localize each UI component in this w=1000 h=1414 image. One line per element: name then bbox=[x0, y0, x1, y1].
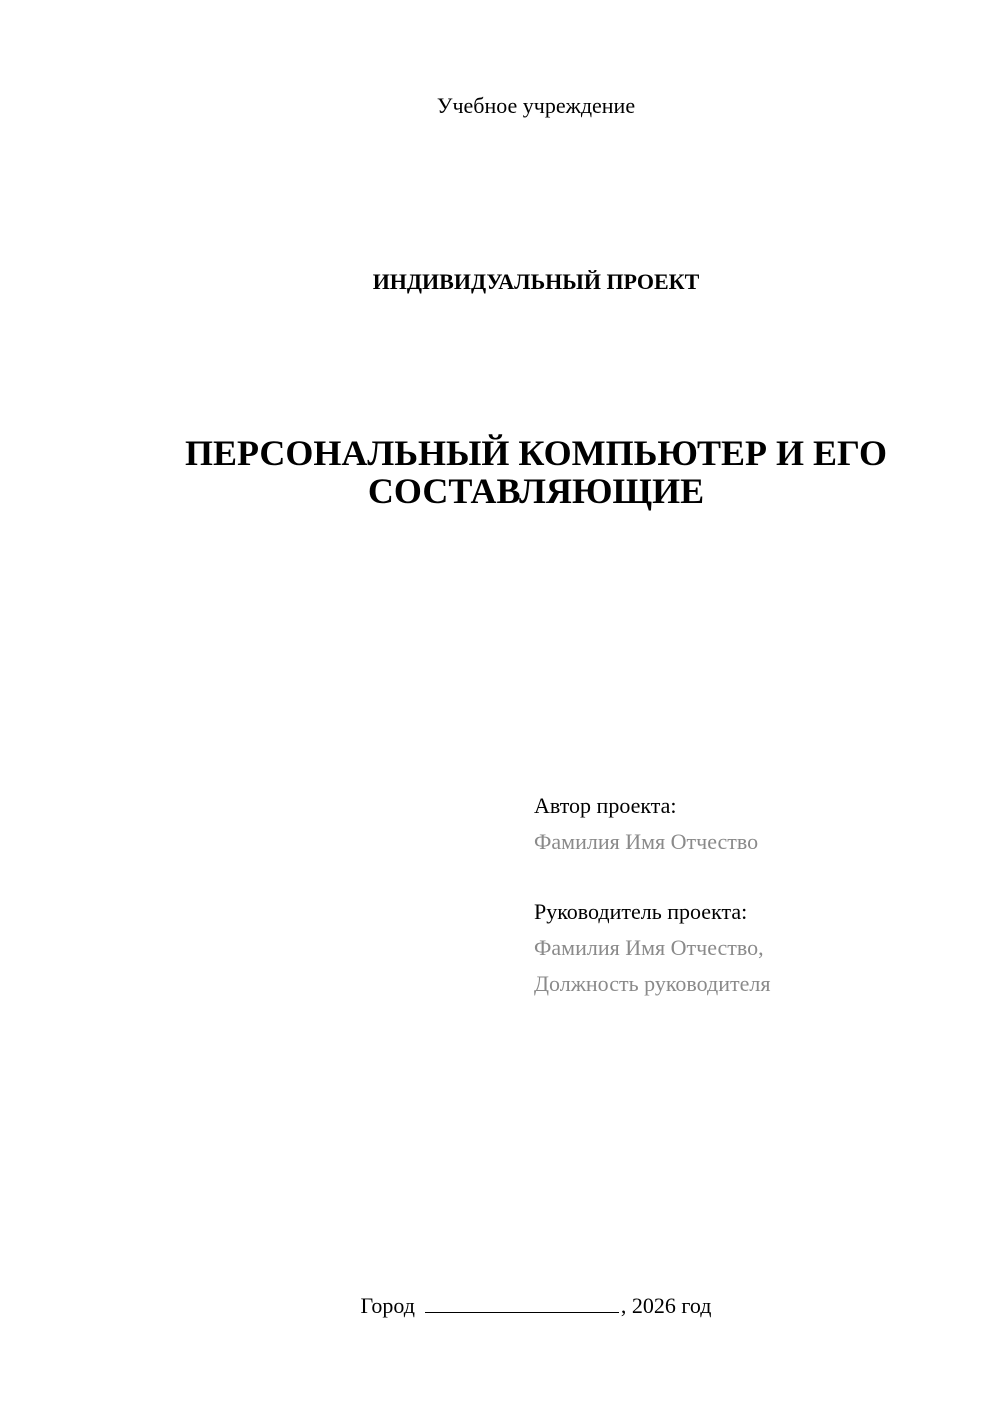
project-title-line-2: СОСТАВЛЯЮЩИЕ bbox=[367, 471, 705, 511]
city-label: Город bbox=[360, 1293, 415, 1318]
project-title bbox=[100, 434, 972, 510]
author-name: Фамилия Имя Отчество bbox=[534, 829, 759, 854]
author-label: Автор проекта: bbox=[534, 793, 677, 818]
footer-city-year bbox=[0, 1290, 1000, 1321]
city-blank-line bbox=[425, 1290, 619, 1313]
year-text: , 2026 год bbox=[620, 1293, 712, 1318]
supervisor-label: Руководитель проекта: bbox=[534, 899, 748, 924]
project-info-block bbox=[534, 788, 974, 1002]
project-type-heading: ИНДИВИДУАЛЬНЫЙ ПРОЕКТ bbox=[372, 269, 700, 294]
supervisor-name: Фамилия Имя Отчество, bbox=[534, 935, 764, 960]
institution-name: Учебное учреждение bbox=[436, 93, 636, 118]
supervisor-position: Должность руководителя bbox=[534, 971, 771, 996]
info-spacer bbox=[534, 860, 974, 894]
project-title-line-1: ПЕРСОНАЛЬНЫЙ КОМПЬЮТЕР И ЕГО bbox=[184, 433, 888, 473]
